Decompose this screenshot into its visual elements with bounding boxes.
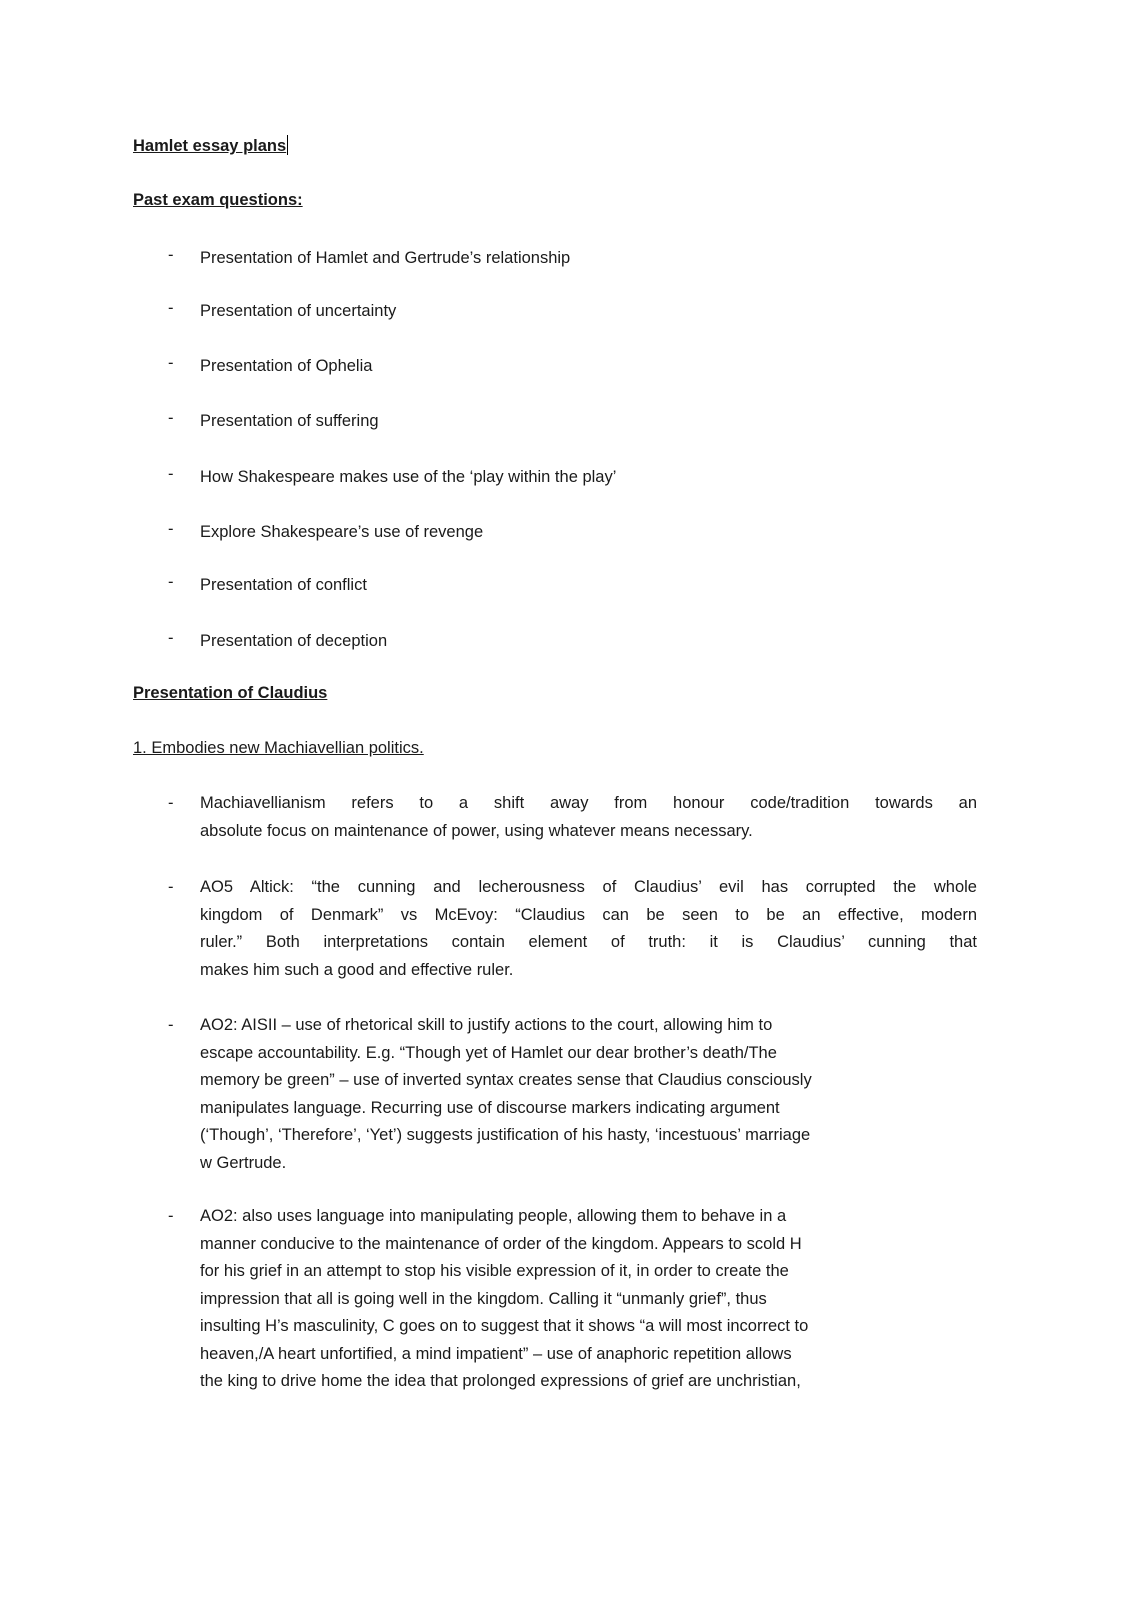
bullet-dash: - xyxy=(168,354,174,372)
paragraph-line: AO5 Altick: “the cunning and lecherousness of Claudius’ evil has corrupted the whole xyxy=(200,878,977,896)
paragraph-line: escape accountability. E.g. “Though yet of Hamlet our dear brother’s death/The xyxy=(200,1043,777,1062)
paragraph-line: AO2: also uses language into manipulating people, allowing them to behave in a xyxy=(200,1207,787,1225)
paragraph-line: manner conducive to the maintenance of order of the kingdom. Appears to scold H xyxy=(200,1234,802,1253)
paragraph-line: Machiavellianism refers to a shift away from honour code/tradition towards an xyxy=(200,794,977,812)
title-text: Hamlet essay plans xyxy=(133,137,287,155)
paragraph-line: impression that all is going well in the kingdom. Calling it “unmanly grief”, thus xyxy=(200,1289,767,1308)
text-cursor xyxy=(287,135,288,155)
paragraph-line: memory be green” – use of inverted syntax creates sense that Claudius consciously xyxy=(200,1071,812,1089)
question-text: Presentation of Ophelia xyxy=(200,357,373,375)
question-text: Presentation of conflict xyxy=(200,576,367,594)
paragraph-line: heaven,/A heart unfortified, a mind impatient” – use of anaphoric repetition allows xyxy=(200,1344,792,1363)
document-title[interactable] xyxy=(133,135,288,156)
paragraph-line: for his grief in an attempt to stop his visible expression of it, in order to create the xyxy=(200,1262,789,1280)
paragraph-line: absolute focus on maintenance of power, using whatever means necessary. xyxy=(200,821,753,840)
paragraph-line: insulting H’s masculinity, C goes on to suggest that it shows “a will most incorrect to xyxy=(200,1317,809,1335)
section-heading: Presentation of Claudius xyxy=(133,684,328,702)
question-text: Presentation of suffering xyxy=(200,412,379,430)
bullet-dash: - xyxy=(168,1207,174,1225)
past-questions-heading: Past exam questions: xyxy=(133,191,303,209)
bullet-dash: - xyxy=(168,1016,174,1034)
bullet-dash: - xyxy=(168,573,174,591)
paragraph-line: w Gertrude. xyxy=(200,1153,287,1172)
paragraph-line: the king to drive home the idea that prolonged expressions of grief are unchristian, xyxy=(200,1372,801,1390)
bullet-dash: - xyxy=(168,629,174,647)
paragraph-line: (‘Though’, ‘Therefore’, ‘Yet’) suggests justification of his hasty, ‘incestuous’ marriage xyxy=(200,1126,811,1144)
paragraph-line: manipulates language. Recurring use of discourse markers indicating argument xyxy=(200,1098,780,1117)
bullet-dash: - xyxy=(168,246,174,264)
question-text: Presentation of uncertainty xyxy=(200,302,397,320)
bullet-dash: - xyxy=(168,794,174,812)
question-text: Presentation of Hamlet and Gertrude’s relationship xyxy=(200,249,571,267)
bullet-dash: - xyxy=(168,520,174,538)
question-text: Explore Shakespeare’s use of revenge xyxy=(200,523,484,541)
point-heading: 1. Embodies new Machiavellian politics. xyxy=(133,739,424,757)
question-text: How Shakespeare makes use of the ‘play within the play’ xyxy=(200,468,617,486)
paragraph-line: makes him such a good and effective ruler. xyxy=(200,960,514,979)
question-text: Presentation of deception xyxy=(200,632,388,650)
paragraph-line: kingdom of Denmark” vs McEvoy: “Claudius can be seen to be an effective, modern xyxy=(200,905,977,924)
bullet-dash: - xyxy=(168,878,174,896)
bullet-dash: - xyxy=(168,465,174,483)
bullet-dash: - xyxy=(168,409,174,427)
bullet-dash: - xyxy=(168,299,174,317)
paragraph-line: AO2: AISII – use of rhetorical skill to justify actions to the court, allowing him to xyxy=(200,1016,773,1034)
paragraph-line: ruler.” Both interpretations contain element of truth: it is Claudius’ cunning that xyxy=(200,933,977,951)
